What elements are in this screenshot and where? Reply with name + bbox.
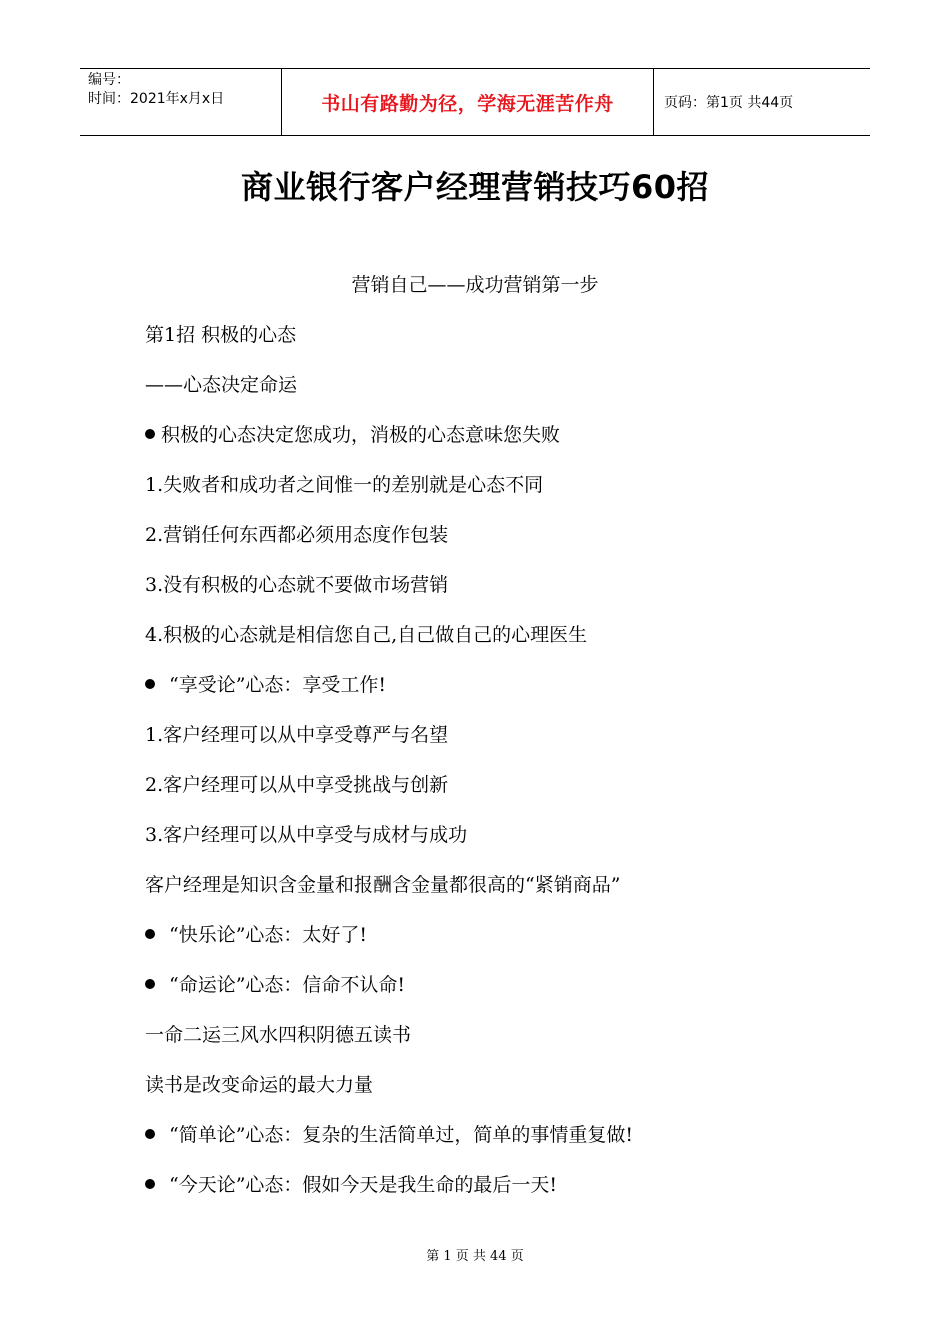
bullet-text: “享受论”心态：享受工作! xyxy=(169,674,387,696)
bullet-text: 积极的心态决定您成功，消极的心态意味您失败 xyxy=(161,424,561,446)
section-title: 营销自己——成功营销第一步 xyxy=(351,274,599,296)
header-slogan: 书山有路勤为径，学海无涯苦作舟 xyxy=(281,69,654,135)
bullet-line xyxy=(145,1170,557,1197)
bullet-line xyxy=(145,1120,633,1147)
bullet-text: “快乐论”心态：太好了! xyxy=(169,924,368,946)
number-label: 编号： xyxy=(88,72,130,88)
bullet-icon xyxy=(145,1129,155,1139)
time-label: 时间：2021年x月x日 xyxy=(88,91,225,107)
list-item: 2.客户经理可以从中享受挑战与创新 xyxy=(145,774,449,796)
bullet-line xyxy=(145,670,386,697)
list-item: 2.营销任何东西都必须用态度作包装 xyxy=(145,524,449,546)
bullet-text: “命运论”心态：信命不认命! xyxy=(169,974,406,996)
paragraph-line: 客户经理是知识含金量和报酬含金量都很高的“紧销商品” xyxy=(145,874,621,896)
bullet-line xyxy=(145,420,560,447)
list-item: 4.积极的心态就是相信您自己,自己做自己的心理医生 xyxy=(145,624,588,646)
list-item: 3.没有积极的心态就不要做市场营销 xyxy=(145,574,449,596)
paragraph-line: 一命二运三风水四积阴德五读书 xyxy=(145,1024,412,1046)
page-footer: 第 1 页 共 44 页 xyxy=(426,1249,524,1264)
list-item: 3.客户经理可以从中享受与成材与成功 xyxy=(145,824,468,846)
bullet-icon xyxy=(145,929,155,939)
tip-subheading: ——心态决定命运 xyxy=(145,374,298,396)
bullet-text: “今天论”心态：假如今天是我生命的最后一天! xyxy=(169,1174,558,1196)
bullet-icon xyxy=(145,1179,155,1189)
bullet-text: “简单论”心态：复杂的生活简单过，简单的事情重复做! xyxy=(169,1124,634,1146)
document-header xyxy=(80,68,870,136)
paragraph-line: 读书是改变命运的最大力量 xyxy=(145,1074,374,1096)
bullet-line xyxy=(145,970,405,997)
tip-heading: 第1招 积极的心态 xyxy=(145,324,297,346)
bullet-line xyxy=(145,920,367,947)
bullet-icon xyxy=(145,979,155,989)
bullet-icon xyxy=(145,679,155,689)
document-title: 商业银行客户经理营销技巧60招 xyxy=(240,168,710,206)
header-meta xyxy=(80,69,281,135)
header-page-info: 页码：第1页 共44页 xyxy=(664,95,794,111)
list-item: 1.失败者和成功者之间惟一的差别就是心态不同 xyxy=(145,474,544,496)
bullet-icon xyxy=(145,429,155,439)
list-item: 1.客户经理可以从中享受尊严与名望 xyxy=(145,724,449,746)
